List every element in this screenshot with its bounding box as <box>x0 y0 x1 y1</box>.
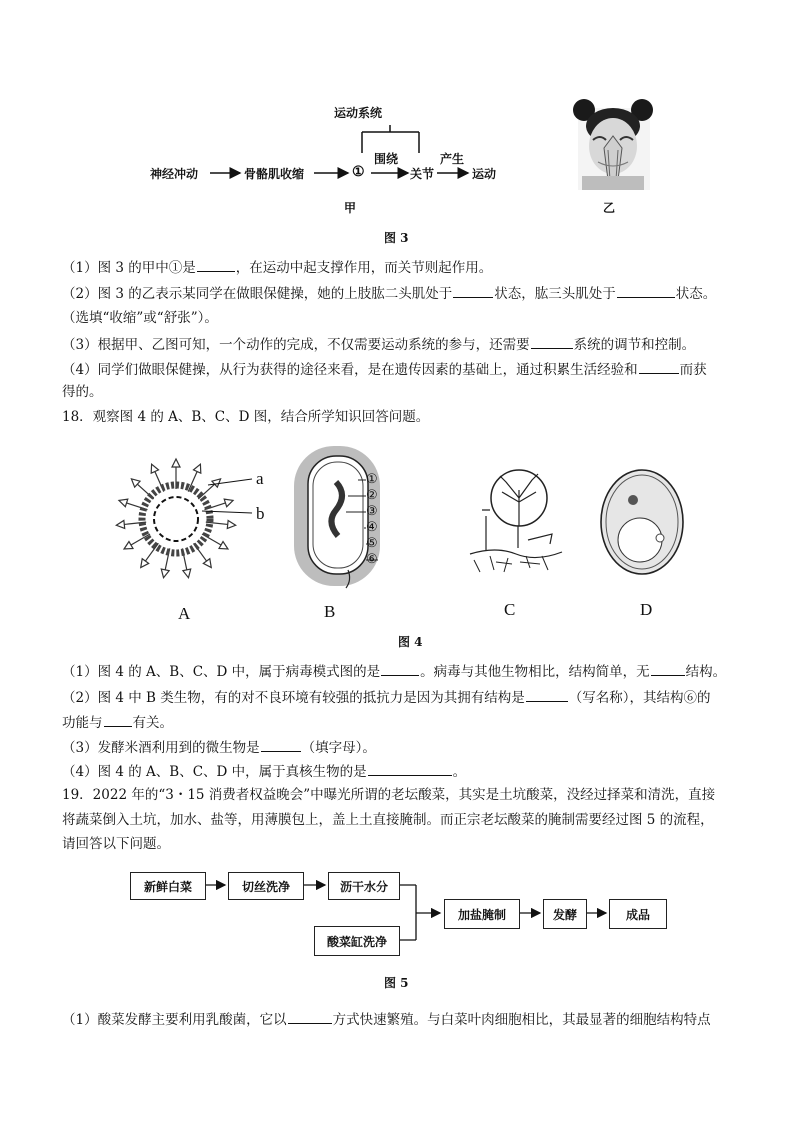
q17-4-text-a: （4）同学们做眼保健操，从行为获得的途径来看，是在遗传因素的基础上，通过积累生活经验和 <box>62 362 638 378</box>
q17-4-text-b: 而获 <box>679 362 707 378</box>
q17-line-5 <box>62 359 707 379</box>
q19-stem-1: 19．2022 年的“3・15 消费者权益晚会”中曝光所谓的老坛酸菜，其实是土坑酸菜，没经过择菜和清洗，直接 <box>62 787 716 803</box>
fig3-jia-label: 甲 <box>344 201 357 215</box>
fig3-node-motion: 运动 <box>472 167 497 181</box>
bacterium-num-2: ② <box>366 488 378 503</box>
q18-5-blank[interactable] <box>368 761 452 776</box>
q18-2-text-a: （2）图 4 中 B 类生物，有的对不良环境有较强的抵抗力是因为其拥有结构是 <box>62 690 525 706</box>
q17-3-text-a: （3）根据甲、乙图可知，一个动作的完成，不仅需要运动系统的参与，还需要 <box>62 337 530 353</box>
flow-box-product: 成品 <box>609 899 667 929</box>
q18-line-2 <box>62 687 711 707</box>
q19-line-1 <box>62 1009 711 1029</box>
q18-2-blank[interactable] <box>526 687 568 702</box>
q18-3-text-b: 有关。 <box>132 715 173 731</box>
bacterium-num-4: ④ <box>366 520 378 535</box>
bacterium-num-5: ⑤ <box>366 536 378 551</box>
flow-box-wash-jar: 酸菜缸洗净 <box>314 926 400 956</box>
q18-line-1 <box>62 661 726 681</box>
fig3-node-nerve: 神经冲动 <box>150 167 199 181</box>
fig3-system-label: 运动系统 <box>334 106 383 120</box>
q18-5-text-a: （4）图 4 的 A、B、C、D 中，属于真核生物的是 <box>62 764 367 780</box>
girl-eye-exercise-image <box>560 88 660 198</box>
q17-1-text-a: （1）图 3 的甲中①是 <box>62 260 196 276</box>
fig3-diagram-lines <box>0 0 794 230</box>
q17-1-blank[interactable] <box>197 257 235 272</box>
flow-box-shred-wash: 切丝洗净 <box>228 872 304 900</box>
q17-2-text-b: 状态，肱三头肌处于 <box>494 286 616 302</box>
flow-box-ferment: 发酵 <box>543 899 587 929</box>
fig4-caption: 图 4 <box>398 635 423 649</box>
q17-2-blank-1[interactable] <box>453 283 493 298</box>
virus-label-b: b <box>256 504 265 523</box>
fig3-produce-label: 产生 <box>440 152 465 166</box>
q18-line-5 <box>62 761 466 781</box>
flow-box-fresh-cabbage: 新鲜白菜 <box>130 872 206 900</box>
q18-5-text-b: 。 <box>452 764 467 780</box>
q17-3-blank[interactable] <box>531 334 573 349</box>
q17-line-6: 得的。 <box>62 384 103 400</box>
fig3-yi-label: 乙 <box>603 201 616 215</box>
q17-line-2 <box>62 283 716 303</box>
q19-1-blank[interactable] <box>288 1009 332 1024</box>
q18-1-text-c: 结构。 <box>685 664 727 680</box>
q17-1-text-b: ，在运动中起支撑作用，而关节则起作用。 <box>235 260 493 276</box>
fig3-node-1: ① <box>352 164 365 180</box>
q17-line-3: （选填“收缩”或“舒张”）。 <box>62 310 218 326</box>
q18-4-text-b: （填字母）。 <box>301 740 376 756</box>
q18-2-text-b: （写名称），其结构⑥的 <box>568 690 711 706</box>
q18-4-text-a: （3）发酵米酒利用到的微生物是 <box>62 740 260 756</box>
yeast-drawing-D <box>598 466 688 578</box>
flow-box-add-salt: 加盐腌制 <box>444 899 520 929</box>
q17-2-text-a: （2）图 3 的乙表示某同学在做眼保健操，她的上肢肱二头肌处于 <box>62 286 453 302</box>
fig5-caption: 图 5 <box>384 976 409 990</box>
q18-3-text-a: 功能与 <box>62 715 103 731</box>
q19-1-text-b: 方式快速繁殖。与白菜叶肉细胞相比，其最显著的细胞结构特点 <box>332 1012 711 1028</box>
fig4-letter-A: A <box>178 604 191 623</box>
q18-3-blank[interactable] <box>104 712 132 727</box>
bacterium-num-3: ③ <box>366 504 378 519</box>
q19-stem-3: 请回答以下问题。 <box>62 836 170 852</box>
q17-4-blank[interactable] <box>639 359 679 374</box>
bacterium-num-6: ⑥ <box>366 552 378 567</box>
q18-1-text-b: 。病毒与其他生物相比，结构简单，无 <box>420 664 650 680</box>
fig3-node-muscle: 骨骼肌收缩 <box>244 167 305 181</box>
fig3-caption: 图 3 <box>384 231 409 245</box>
fig3-wrap-label: 围绕 <box>374 152 399 166</box>
fig4-letter-C: C <box>504 600 516 619</box>
q17-2-text-c: 状态。 <box>675 286 717 302</box>
q18-line-3 <box>62 712 173 732</box>
q18-stem: 18．观察图 4 的 A、B、C、D 图，结合所学知识回答问题。 <box>62 409 430 425</box>
q17-2-blank-2[interactable] <box>617 283 675 298</box>
q18-1-blank-1[interactable] <box>381 661 419 676</box>
q17-line-1 <box>62 257 492 277</box>
q18-4-blank[interactable] <box>261 737 301 752</box>
mold-drawing-C <box>466 468 566 580</box>
fig4-letter-B: B <box>324 602 336 621</box>
fig3-node-joint: 关节 <box>410 167 435 181</box>
fig4-letter-D: D <box>640 600 653 619</box>
q19-stem-2: 将蔬菜倒入土坑，加水、盐等，用薄膜包上，盖上土直接腌制。而正宗老坛酸菜的腌制需要经过图 5 的流程， <box>62 812 714 828</box>
virus-label-a: a <box>256 469 264 488</box>
bacterium-drawing-B <box>288 440 408 590</box>
bacterium-num-1: ① <box>366 472 378 487</box>
q17-3-text-b: 系统的调节和控制。 <box>573 337 696 353</box>
q17-line-4 <box>62 334 695 354</box>
flow-box-drain: 沥干水分 <box>328 872 400 900</box>
q18-line-4 <box>62 737 376 757</box>
q19-1-text-a: （1）酸菜发酵主要利用乳酸菌，它以 <box>62 1012 287 1028</box>
q18-1-text-a: （1）图 4 的 A、B、C、D 中，属于病毒模式图的是 <box>62 664 381 680</box>
q18-1-blank-2[interactable] <box>651 661 685 676</box>
